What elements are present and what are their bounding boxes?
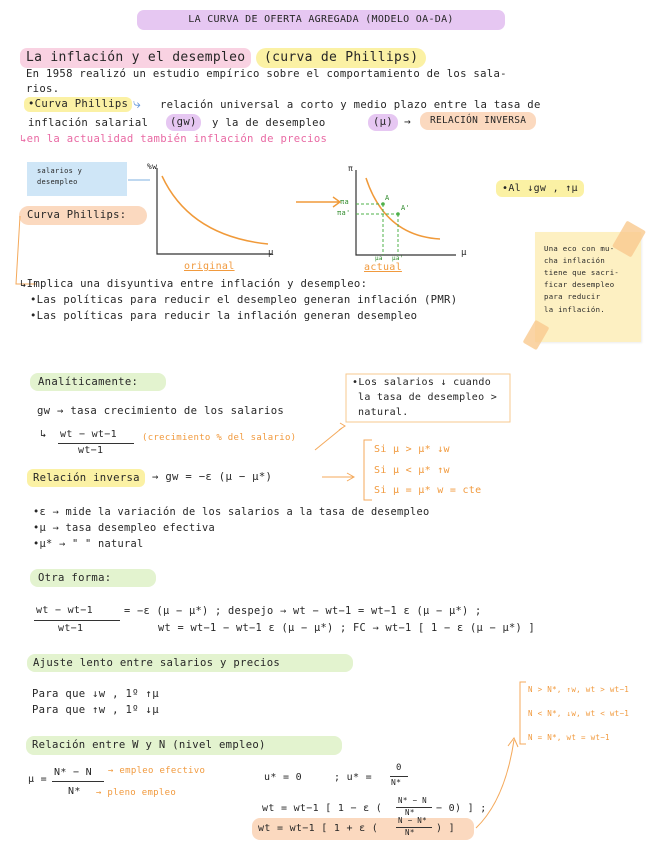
ajuste-line: Para que ↓w , 1º ↑μ — [32, 688, 159, 700]
mu-numerator: N* − N — [54, 767, 92, 778]
fraction-prefix: ↳ — [40, 428, 47, 440]
otra-equation-2: wt = wt−1 − wt−1 ε (μ − μ*) ; FC → wt−1 [ 1 − ε (μ − μ*) ] — [158, 622, 535, 634]
pink-note: ↳en la actualidad también inflación de precios — [20, 133, 328, 145]
sticky-line: para reducir — [544, 292, 601, 301]
section-heading-inflation: La inflación y el desempleo — [20, 48, 251, 68]
ajuste-heading: Ajuste lento entre salarios y precios — [27, 654, 353, 672]
pleno-empleo-note: → pleno empleo — [96, 788, 177, 798]
sticky-line: tiene que sacri- — [544, 268, 620, 277]
graph1-y-label: %w — [147, 162, 158, 171]
bracket-arrow-icon: ⤷ — [133, 96, 141, 112]
text-line: En 1958 realizó un estudio empírico sobre el comportamiento de los sala- — [26, 68, 507, 80]
mu-equation: μ = — [28, 774, 47, 785]
otra-numerator: wt − wt−1 — [36, 605, 93, 616]
point-a2-label: A' — [401, 204, 411, 212]
case-line: Si μ > μ* ↓w — [374, 444, 450, 455]
ustar-equation-1: u* = 0 — [264, 772, 302, 783]
al-gw-note: •Al ↓gw , ↑μ — [496, 180, 584, 197]
relacion-wn-heading: Relación entre W y N (nivel empleo) — [26, 736, 342, 755]
sticky-line: la inflación. — [544, 305, 606, 314]
definition-line: •μ → tasa desempleo efectiva — [33, 522, 215, 534]
text-line: •Las políticas para reducir la inflación generan desempleo — [30, 310, 418, 322]
u-badge: (μ) — [368, 114, 398, 131]
page-title: LA CURVA DE OFERTA AGREGADA (MODELO OA-DA) — [137, 10, 505, 30]
wt-equation-2-num: N − N* — [398, 816, 427, 825]
text-line: y la de desempleo — [212, 117, 326, 129]
text-line: gw → tasa crecimiento de los salarios — [37, 405, 285, 417]
text-line: relación universal a corto y medio plazo entre la tasa de — [160, 99, 541, 111]
u-a2-label: μa' — [392, 255, 404, 262]
sticky-line: ficar desempleo — [544, 280, 615, 289]
ustar-equation-2: ; u* = — [334, 772, 372, 783]
otra-denominator: wt−1 — [58, 623, 84, 634]
u-a-label: μa — [375, 255, 383, 262]
text-line: •Los salarios ↓ cuando — [352, 377, 492, 388]
graph2-caption: actual — [364, 262, 402, 273]
otra-equation-1: = −ε (μ − μ*) ; despejo → wt − wt−1 = wt−1 ε (μ − μ*) ; — [124, 605, 482, 617]
graph2-x-label: μ — [461, 248, 467, 258]
text-line: la tasa de desempleo > — [358, 392, 498, 403]
ustar-denominator: N* — [391, 778, 402, 787]
case-line: Si μ < μ* ↑w — [374, 465, 450, 476]
pi-a-label: πa — [340, 198, 350, 206]
case-line: Si μ = μ* w = cte — [374, 485, 482, 496]
text-line: ↳Implica una disyuntiva entre inflación y desempleo: — [20, 278, 368, 290]
ajuste-line: Para que ↑w , 1º ↓μ — [32, 704, 159, 716]
graph1-caption: original — [184, 261, 235, 272]
wt-equation-2-den: N* — [405, 828, 415, 837]
fraction-denominator: wt−1 — [78, 445, 104, 456]
graph2-y-label: π — [348, 164, 354, 173]
sticky-line: Una eco con mu- — [544, 244, 615, 253]
wn-case: N > N*, ↑w, wt > wt−1 — [528, 685, 630, 694]
mu-denominator: N* — [68, 786, 81, 797]
gw-badge: (gw) — [166, 114, 201, 131]
sticky-line: cha inflación — [544, 256, 606, 265]
relacion-inversa-label: Relación inversa — [27, 469, 145, 487]
wt-equation-1-num: N* − N — [398, 796, 427, 805]
text-line: inflación salarial — [28, 117, 149, 129]
wn-case: N = N*, wt = wt−1 — [528, 733, 610, 742]
text-line: rios. — [26, 83, 60, 95]
wn-case: N < N*, ↓w, wt < wt−1 — [528, 709, 630, 718]
wt-equation-1a: wt = wt−1 [ 1 − ε ( — [262, 803, 383, 814]
graph1-x-label: μ — [268, 248, 274, 258]
curva-phillips-label: Curva Phillips: — [19, 206, 147, 225]
salarios-desempleo-box: salarios y desempleo — [27, 162, 127, 196]
relacion-inversa-badge: RELACIÓN INVERSA — [420, 112, 536, 130]
wt-equation-1b: − 0) ] ; — [436, 803, 487, 814]
text-line: •Las políticas para reducir el desempleo generan inflación (PMR) — [30, 294, 458, 306]
section-heading-phillips: (curva de Phillips) — [256, 48, 426, 68]
pi-a2-label: πa' — [337, 209, 351, 217]
wt-equation-2b: ) ] — [436, 823, 455, 834]
wt-equation-1-den: N* — [405, 808, 415, 817]
otra-forma-heading: Otra forma: — [30, 569, 156, 587]
point-a-label: A — [385, 194, 390, 202]
wt-equation-2a: wt = wt−1 [ 1 + ε ( — [258, 823, 379, 834]
analiticamente-heading: Analíticamente: — [30, 373, 166, 391]
phillips-bullet-label: •Curva Phillips — [24, 97, 132, 112]
relacion-equation: → gw = −ε (μ − μ*) — [152, 471, 273, 483]
arrow: → — [404, 115, 411, 128]
definition-line: •μ* → " " natural — [33, 538, 144, 550]
ustar-numerator: 0 — [396, 763, 402, 773]
definition-line: •ε → mide la variación de los salarios a la tasa de desempleo — [33, 506, 430, 518]
empleo-efectivo-note: → empleo efectivo — [108, 766, 206, 776]
text-line: natural. — [358, 407, 409, 418]
fraction-note: (crecimiento % del salario) — [142, 433, 297, 443]
fraction-numerator: wt − wt−1 — [60, 429, 117, 440]
